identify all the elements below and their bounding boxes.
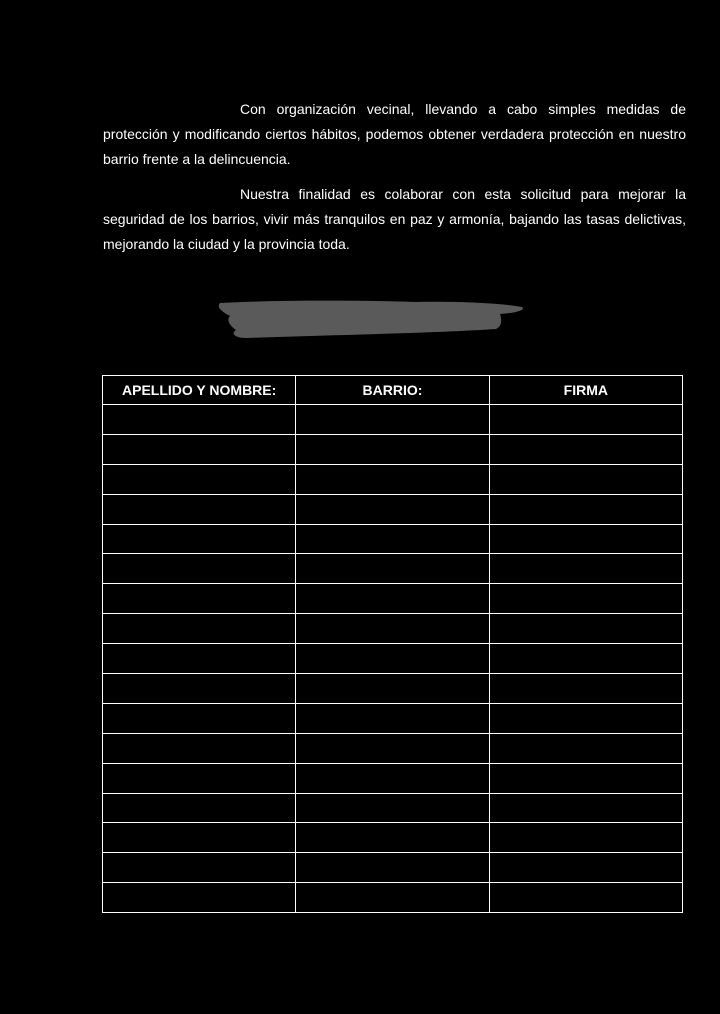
cell-apellido-nombre xyxy=(103,733,296,763)
cell-apellido-nombre xyxy=(103,674,296,704)
table-row xyxy=(103,405,683,435)
table-row xyxy=(103,883,683,913)
header-barrio: BARRIO: xyxy=(296,376,489,405)
cell-firma xyxy=(489,853,682,883)
cell-apellido-nombre xyxy=(103,853,296,883)
cell-barrio xyxy=(296,554,489,584)
cell-firma xyxy=(489,434,682,464)
cell-barrio xyxy=(296,733,489,763)
cell-apellido-nombre xyxy=(103,434,296,464)
cell-apellido-nombre xyxy=(103,614,296,644)
cell-firma xyxy=(489,644,682,674)
cell-firma xyxy=(489,733,682,763)
cell-apellido-nombre xyxy=(103,524,296,554)
cell-apellido-nombre xyxy=(103,584,296,614)
cell-firma xyxy=(489,883,682,913)
redaction-scribble xyxy=(219,301,523,338)
cell-apellido-nombre xyxy=(103,703,296,733)
table-row xyxy=(103,733,683,763)
cell-firma xyxy=(489,793,682,823)
cell-barrio xyxy=(296,405,489,435)
cell-apellido-nombre xyxy=(103,554,296,584)
cell-barrio xyxy=(296,793,489,823)
cell-apellido-nombre xyxy=(103,823,296,853)
cell-barrio xyxy=(296,853,489,883)
cell-barrio xyxy=(296,674,489,704)
header-firma: FIRMA xyxy=(489,376,682,405)
table-row xyxy=(103,853,683,883)
cell-firma xyxy=(489,823,682,853)
cell-firma xyxy=(489,703,682,733)
cell-barrio xyxy=(296,434,489,464)
paragraph-organizacion-vecinal: Con organización vecinal, llevando a cabo simples medidas de protección y modificando ciertos hábitos, podemos obtener verdadera protección en nuestro barrio frente a la delincuencia. xyxy=(103,101,686,167)
redaction-mark xyxy=(216,298,526,340)
table-row xyxy=(103,674,683,704)
table-row xyxy=(103,644,683,674)
cell-barrio xyxy=(296,584,489,614)
cell-apellido-nombre xyxy=(103,763,296,793)
table-header-row xyxy=(103,376,683,405)
cell-apellido-nombre xyxy=(103,405,296,435)
cell-apellido-nombre xyxy=(103,644,296,674)
paragraph-finalidad: Nuestra finalidad es colaborar con esta solicitud para mejorar la seguridad de los barrios, vivir más tranquilos en paz y armonía, bajando las tasas delictivas, mejorando la ciudad y la provincia toda. xyxy=(103,186,686,252)
cell-barrio xyxy=(296,763,489,793)
table-row xyxy=(103,763,683,793)
table-row xyxy=(103,464,683,494)
cell-firma xyxy=(489,674,682,704)
table-row xyxy=(103,584,683,614)
signature-table xyxy=(102,375,683,913)
cell-barrio xyxy=(296,703,489,733)
cell-firma xyxy=(489,494,682,524)
cell-barrio xyxy=(296,823,489,853)
table-row xyxy=(103,823,683,853)
cell-barrio xyxy=(296,644,489,674)
cell-barrio xyxy=(296,883,489,913)
cell-firma xyxy=(489,763,682,793)
cell-firma xyxy=(489,524,682,554)
table-row xyxy=(103,793,683,823)
cell-firma xyxy=(489,464,682,494)
header-apellido-nombre: APELLIDO Y NOMBRE: xyxy=(103,376,296,405)
cell-firma xyxy=(489,584,682,614)
cell-apellido-nombre xyxy=(103,494,296,524)
cell-firma xyxy=(489,405,682,435)
cell-barrio xyxy=(296,494,489,524)
cell-apellido-nombre xyxy=(103,464,296,494)
table-row xyxy=(103,614,683,644)
cell-barrio xyxy=(296,614,489,644)
cell-firma xyxy=(489,554,682,584)
cell-firma xyxy=(489,614,682,644)
cell-barrio xyxy=(296,464,489,494)
cell-apellido-nombre xyxy=(103,793,296,823)
table-row xyxy=(103,703,683,733)
table-row xyxy=(103,434,683,464)
table-row xyxy=(103,524,683,554)
cell-barrio xyxy=(296,524,489,554)
table-row xyxy=(103,554,683,584)
table-row xyxy=(103,494,683,524)
cell-apellido-nombre xyxy=(103,883,296,913)
signature-rows xyxy=(103,405,683,913)
